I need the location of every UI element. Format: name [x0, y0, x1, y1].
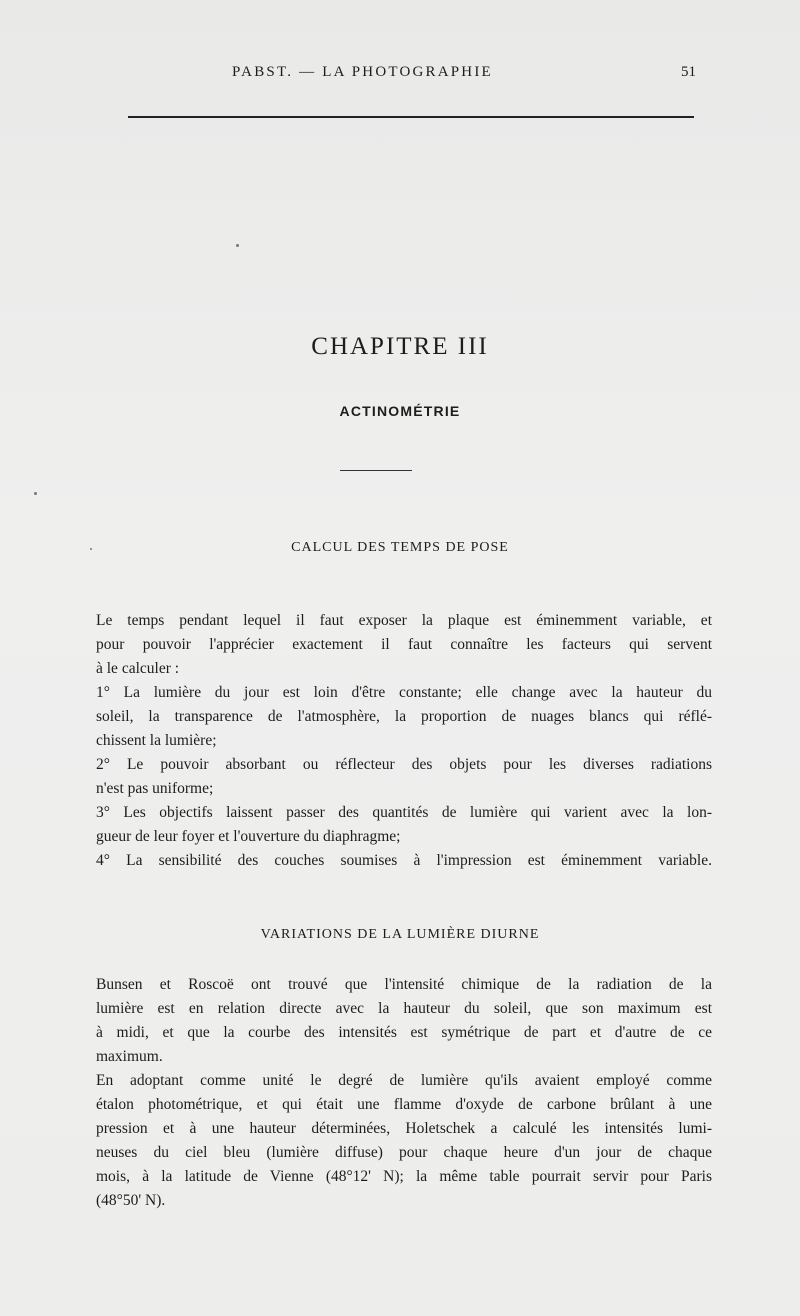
paper-speck: [34, 492, 37, 495]
text-line: (48°50' N).: [96, 1192, 166, 1209]
text-line: à midi, et que la courbe des intensités est symétrique de part et d'autre de ce: [96, 1024, 712, 1041]
running-head: [0, 64, 800, 84]
paper-speck: [90, 548, 92, 550]
text-line: gueur de leur foyer et l'ouverture du diaphragme;: [96, 828, 401, 845]
text-line: soleil, la transparence de l'atmosphère, la proportion de nuages blancs qui réflé-: [96, 708, 712, 725]
text-line: 2° Le pouvoir absorbant ou réflecteur des objets pour les diverses radiations: [96, 756, 712, 773]
text-line: étalon photométrique, et qui était une flamme d'oxyde de carbone brûlant à une: [96, 1096, 712, 1113]
title-divider: [340, 470, 412, 471]
text-line: Bunsen et Roscoë ont trouvé que l'intensité chimique de la radiation de la: [96, 976, 712, 993]
text-line: pression et à une hauteur déterminées, Holetschek a calculé les intensités lumi-: [96, 1120, 712, 1137]
text-line: En adoptant comme unité le degré de lumière qu'ils avaient employé comme: [96, 1072, 712, 1089]
paragraph-block-calcul: [96, 609, 712, 873]
text-line: 1° La lumière du jour est loin d'être constante; elle change avec la hauteur du: [96, 684, 712, 701]
running-title: PABST. — LA PHOTOGRAPHIE: [232, 64, 493, 80]
subheading-calcul: CALCUL DES TEMPS DE POSE: [291, 540, 509, 555]
text-line: à le calculer :: [96, 660, 180, 677]
page-number: 51: [681, 64, 696, 80]
section-title: ACTINOMÉTRIE: [339, 403, 461, 419]
text-line: mois, à la latitude de Vienne (48°12' N); la même table pourrait servir pour Paris: [96, 1168, 712, 1185]
text-line: chissent la lumière;: [96, 732, 217, 749]
header-rule: [128, 116, 694, 118]
chapter-title: CHAPITRE III: [311, 333, 489, 360]
paper-speck: [236, 244, 239, 247]
text-line: maximum.: [96, 1048, 163, 1065]
text-line: pour pouvoir l'apprécier exactement il faut connaître les facteurs qui servent: [96, 636, 712, 653]
text-line: 3° Les objectifs laissent passer des quantités de lumière qui varient avec la lon-: [96, 804, 712, 821]
text-line: neuses du ciel bleu (lumière diffuse) pour chaque heure d'un jour de chaque: [96, 1144, 712, 1161]
subheading-variations: VARIATIONS DE LA LUMIÈRE DIURNE: [260, 927, 540, 942]
text-line: Le temps pendant lequel il faut exposer la plaque est éminemment variable, et: [96, 612, 712, 629]
text-line: 4° La sensibilité des couches soumises à l'impression est éminemment variable.: [96, 852, 712, 869]
paragraph-block-variations: [96, 973, 712, 1213]
text-line: n'est pas uniforme;: [96, 780, 214, 797]
text-line: lumière est en relation directe avec la hauteur du soleil, que son maximum est: [96, 1000, 712, 1017]
